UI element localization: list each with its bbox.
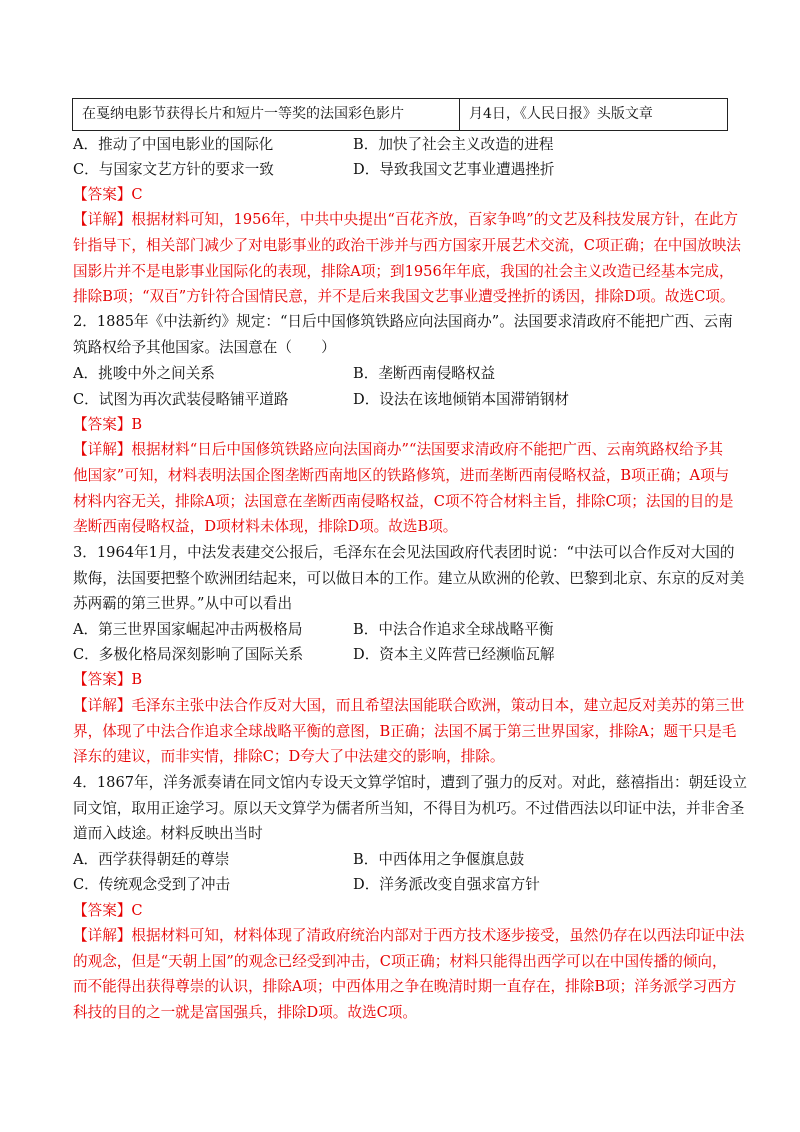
q2-option-d: D．设法在该地倾销本国滞销钢材 <box>353 391 570 408</box>
q1-option-d: D．导致我国文艺事业遭遇挫折 <box>353 161 555 178</box>
q1-detail-line: 国影片并不是电影事业国际化的表现，排除A项；到1956年年底，我国的社会主义改造已经基本完成， <box>73 263 734 280</box>
q3-detail-line: 界，体现了中法合作追求全球战略平衡的意图，B正确；法国不属于第三世界国家，排除A；题干只是毛 <box>73 723 737 740</box>
q4-option-b: B．中西体用之争偃旗息鼓 <box>353 851 525 868</box>
q2-detail-line: 垄断西南侵略权益，D项材料未体现，排除D项。故选B项。 <box>73 518 458 535</box>
q4-stem-line: 同文馆，取用正途学习。原以天文算学为儒者所当知，不得目为机巧。不过借西法以印证中法，并非舍圣 <box>73 800 745 817</box>
q2-detail-line: 材料内容无关，排除A项；法国意在垄断西南侵略权益，C项不符合材料主旨，排除C项；法国的目的是 <box>73 493 734 510</box>
q2-option-b: B．垄断西南侵略权益 <box>353 365 496 382</box>
table-cell-right: 月4日，《人民日报》头版文章 <box>459 98 728 131</box>
q3-stem-line: 3．1964年1月，中法发表建交公报后，毛泽东在会见法国政府代表团时说：“中法可以合作反对大国的 <box>73 544 735 561</box>
q3-option-b: B．中法合作追求全球战略平衡 <box>353 621 554 638</box>
q2-detail-line: 他国家”可知，材料表明法国企图垄断西南地区的铁路修筑，进而垄断西南侵略权益，B项正确；A项与 <box>73 467 730 484</box>
q3-stem-line: 欺侮，法国要把整个欧洲团结起来，可以做日本的工作。建立从欧洲的伦敦、巴黎到北京、东京的反对美 <box>73 570 745 587</box>
q4-stem-line: 道而入歧途。材料反映出当时 <box>73 825 263 842</box>
q3-stem-line: 苏两霸的第三世界。”从中可以看出 <box>73 595 293 612</box>
q1-detail-line: 排除B项；“双百”方针符合国情民意，并不是后来我国文艺事业遭受挫折的诱因，排除D项。故选C项。 <box>73 288 735 305</box>
q2-stem-line: 筑路权给予其他国家。法国意在（ ） <box>73 339 336 356</box>
q4-detail-line: 【详解】根据材料可知，材料体现了清政府统治内部对于西方技术逐步接受，虽然仍存在以西法印证中法 <box>73 927 745 944</box>
q4-detail-line: 科技的目的之一就是富国强兵，排除D项。故选C项。 <box>73 1004 417 1021</box>
q1-answer: 【答案】C <box>73 186 143 203</box>
table-cell-left: 在戛纳电影节获得长片和短片一等奖的法国彩色影片 <box>72 98 460 131</box>
q3-detail-line: 泽东的建议，而非实情，排除C；D夸大了中法建交的影响，排除。 <box>73 748 505 765</box>
q4-option-d: D．洋务派改变自强求富方针 <box>353 876 540 893</box>
q3-answer: 【答案】B <box>73 671 143 688</box>
q4-detail-line: 而不能得出获得尊崇的认识，排除A项；中西体用之争在晚清时期一直存在，排除B项；洋务派学习西方 <box>73 978 737 995</box>
q2-option-a: A．挑唆中外之间关系 <box>73 365 215 382</box>
q1-option-c: C．与国家文艺方针的要求一致 <box>73 161 274 178</box>
q3-option-c: C．多极化格局深刻影响了国际关系 <box>73 646 304 663</box>
q2-detail-line: 【详解】根据材料“日后中国修筑铁路应向法国商办”“法国要求清政府不能把广西、云南筑路权给予其 <box>73 441 723 458</box>
q1-detail-line: 针指导下，相关部门减少了对电影事业的政治干涉并与西方国家开展艺术交流，C项正确；在中国放映法 <box>73 237 741 254</box>
q2-answer: 【答案】B <box>73 416 143 433</box>
q2-option-c: C．试图为再次武装侵略铺平道路 <box>73 391 289 408</box>
q1-option-b: B．加快了社会主义改造的进程 <box>353 136 554 153</box>
q4-option-c: C．传统观念受到了冲击 <box>73 876 231 893</box>
q4-stem-line: 4．1867年，洋务派奏请在同文馆内专设天文算学馆时，遭到了强力的反对。对此，慈禧指出：朝廷设立 <box>73 774 747 791</box>
q4-detail-line: 的观念，但是“天朝上国”的观念已经受到冲击，C项正确；材料只能得出西学可以在中国传播的倾向， <box>73 953 727 970</box>
q3-option-d: D．资本主义阵营已经濒临瓦解 <box>353 646 555 663</box>
q4-option-a: A．西学获得朝廷的尊崇 <box>73 851 230 868</box>
q1-option-a: A．推动了中国电影业的国际化 <box>73 136 274 153</box>
q3-option-a: A．第三世界国家崛起冲击两极格局 <box>73 621 303 638</box>
q1-detail-line: 【详解】根据材料可知，1956年，中共中央提出“百花齐放，百家争鸣”的文艺及科技发展方针，在此方 <box>73 211 739 228</box>
q4-answer: 【答案】C <box>73 902 143 919</box>
q2-stem-line: 2．1885年《中法新约》规定：“日后中国修筑铁路应向法国商办”。法国要求清政府不能把广西、云南 <box>73 313 733 330</box>
q3-detail-line: 【详解】毛泽东主张中法合作反对大国，而且希望法国能联合欧洲，策动日本，建立起反对美苏的第三世 <box>73 697 745 714</box>
